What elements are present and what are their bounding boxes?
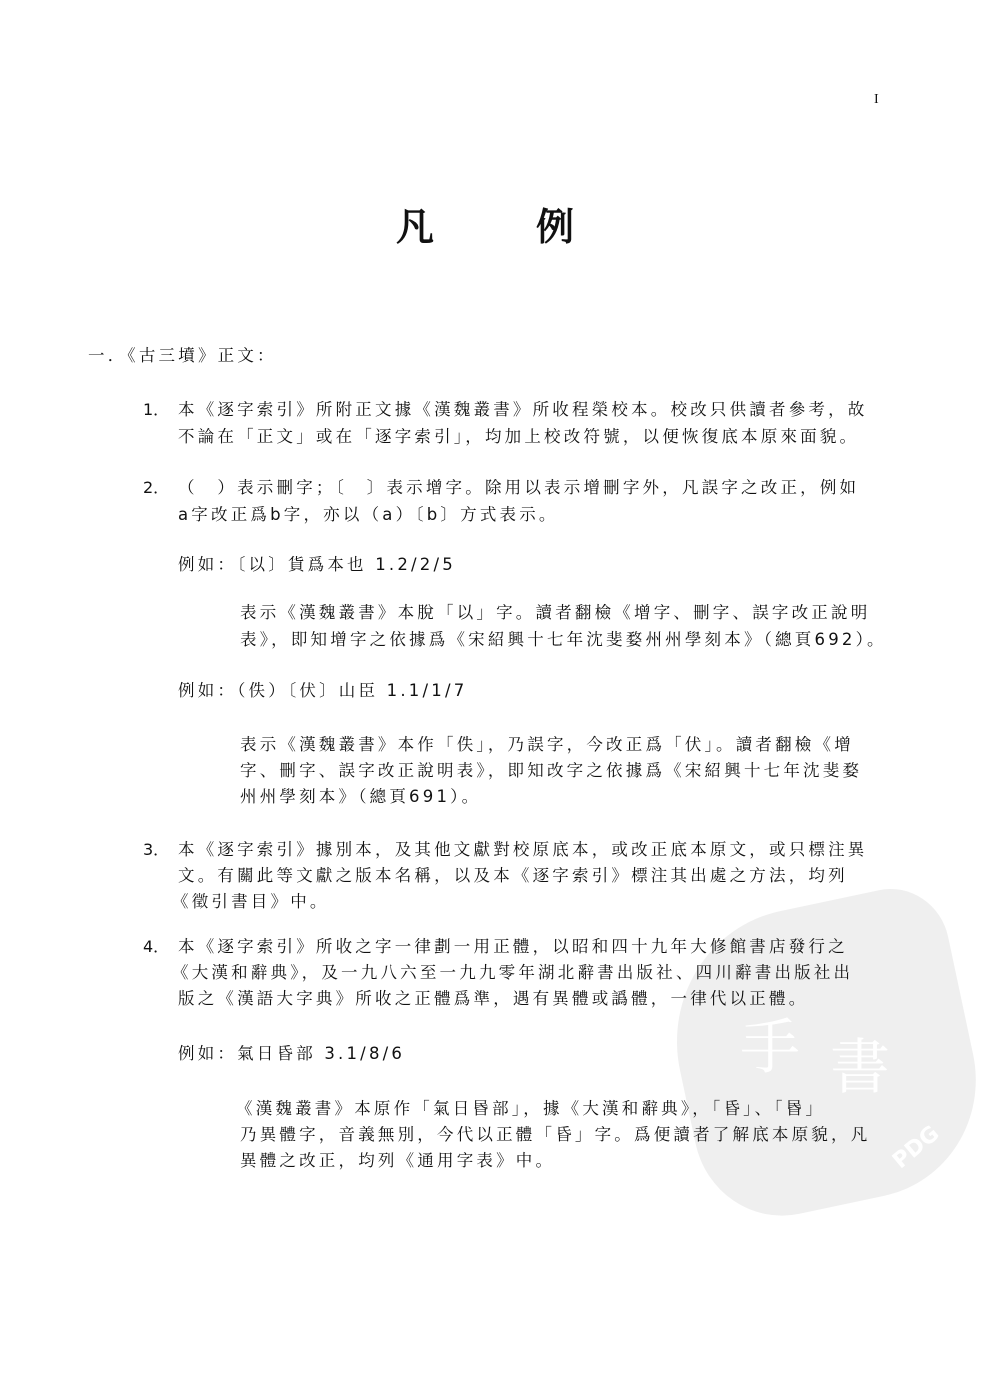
item-number: 2． — [143, 478, 170, 497]
page-title-char-2: 例 — [536, 204, 575, 249]
item-text-line: 本《逐字索引》據別本，及其他文獻對校原底本，或改正底本原文，或只標注異 — [178, 840, 868, 859]
example-text-line: 《漢魏叢書》本原作「氣日昬部」，據《大漢和辭典》，「昏」、「昬」 — [236, 1099, 826, 1118]
page-number: I — [874, 92, 879, 107]
example-label: 例如：〔以〕貨爲本也 1.2/2/5 — [178, 555, 456, 574]
page-title-char-1: 凡 — [396, 204, 435, 249]
item-number: 1． — [143, 400, 170, 419]
item-number: 4． — [143, 937, 170, 956]
item-text-line: 《徵引書目》中。 — [172, 892, 330, 911]
example-label: 例如：氣日昏部 3.1/8/6 — [178, 1044, 406, 1063]
item-text-line: （ ）表示刪字；〔 〕表示增字。除用以表示增刪字外，凡誤字之改正，例如 — [178, 478, 860, 497]
example-text-line: 異體之改正，均列《通用字表》中。 — [240, 1151, 556, 1170]
item-text-line: 版之《漢語大字典》所收之正體爲準，遇有異體或譌體，一律代以正體。 — [178, 989, 809, 1008]
item-text-line: 文。有關此等文獻之版本名稱，以及本《逐字索引》標注其出處之方法，均列 — [178, 866, 848, 885]
example-text-line: 字、刪字、誤字改正說明表》，即知改字之依據爲《宋紹興十七年沈斐婺 — [240, 761, 863, 780]
example-text-line: 乃異體字，音義無別，今代以正體「昏」字。爲便讀者了解底本原貌，凡 — [240, 1125, 871, 1144]
watermark-text: PDG — [888, 1121, 945, 1174]
example-label: 例如：（佚）〔伏〕山臣 1.1/1/7 — [178, 681, 468, 700]
watermark-glyph: 手 — [740, 1013, 800, 1083]
example-text-line: 表示《漢魏叢書》本脫「以」字。讀者翻檢《增字、刪字、誤字改正說明 — [240, 603, 871, 622]
example-text-line: 表示《漢魏叢書》本作「佚」，乃誤字，今改正爲「伏」。讀者翻檢《增 — [240, 735, 854, 754]
item-text-line: 本《逐字索引》所收之字一律劃一用正體，以昭和四十九年大修館書店發行之 — [178, 937, 848, 956]
watermark-stamp — [652, 878, 981, 1232]
item-text-line: 本《逐字索引》所附正文據《漢魏叢書》所收程榮校本。校改只供讀者參考，故 — [178, 400, 868, 419]
item-text-line: 《大漢和辭典》，及一九八六至一九九零年湖北辭書出版社、四川辭書出版社出 — [172, 963, 854, 982]
section-heading: 一．《古三墳》正文： — [88, 346, 277, 365]
item-text-line: a字改正爲b字，亦以（a）〔b〕方式表示。 — [178, 505, 559, 524]
item-number: 3． — [143, 840, 170, 859]
example-text-line: 表》，即知增字之依據爲《宋紹興十七年沈斐婺州州學刻本》（總頁692）。 — [240, 630, 887, 649]
item-text-line: 不論在「正文」或在「逐字索引」，均加上校改符號，以便恢復底本原來面貌。 — [178, 427, 860, 446]
watermark-glyph: 書 — [830, 1033, 890, 1103]
example-text-line: 州州學刻本》（總頁691）。 — [240, 787, 482, 806]
